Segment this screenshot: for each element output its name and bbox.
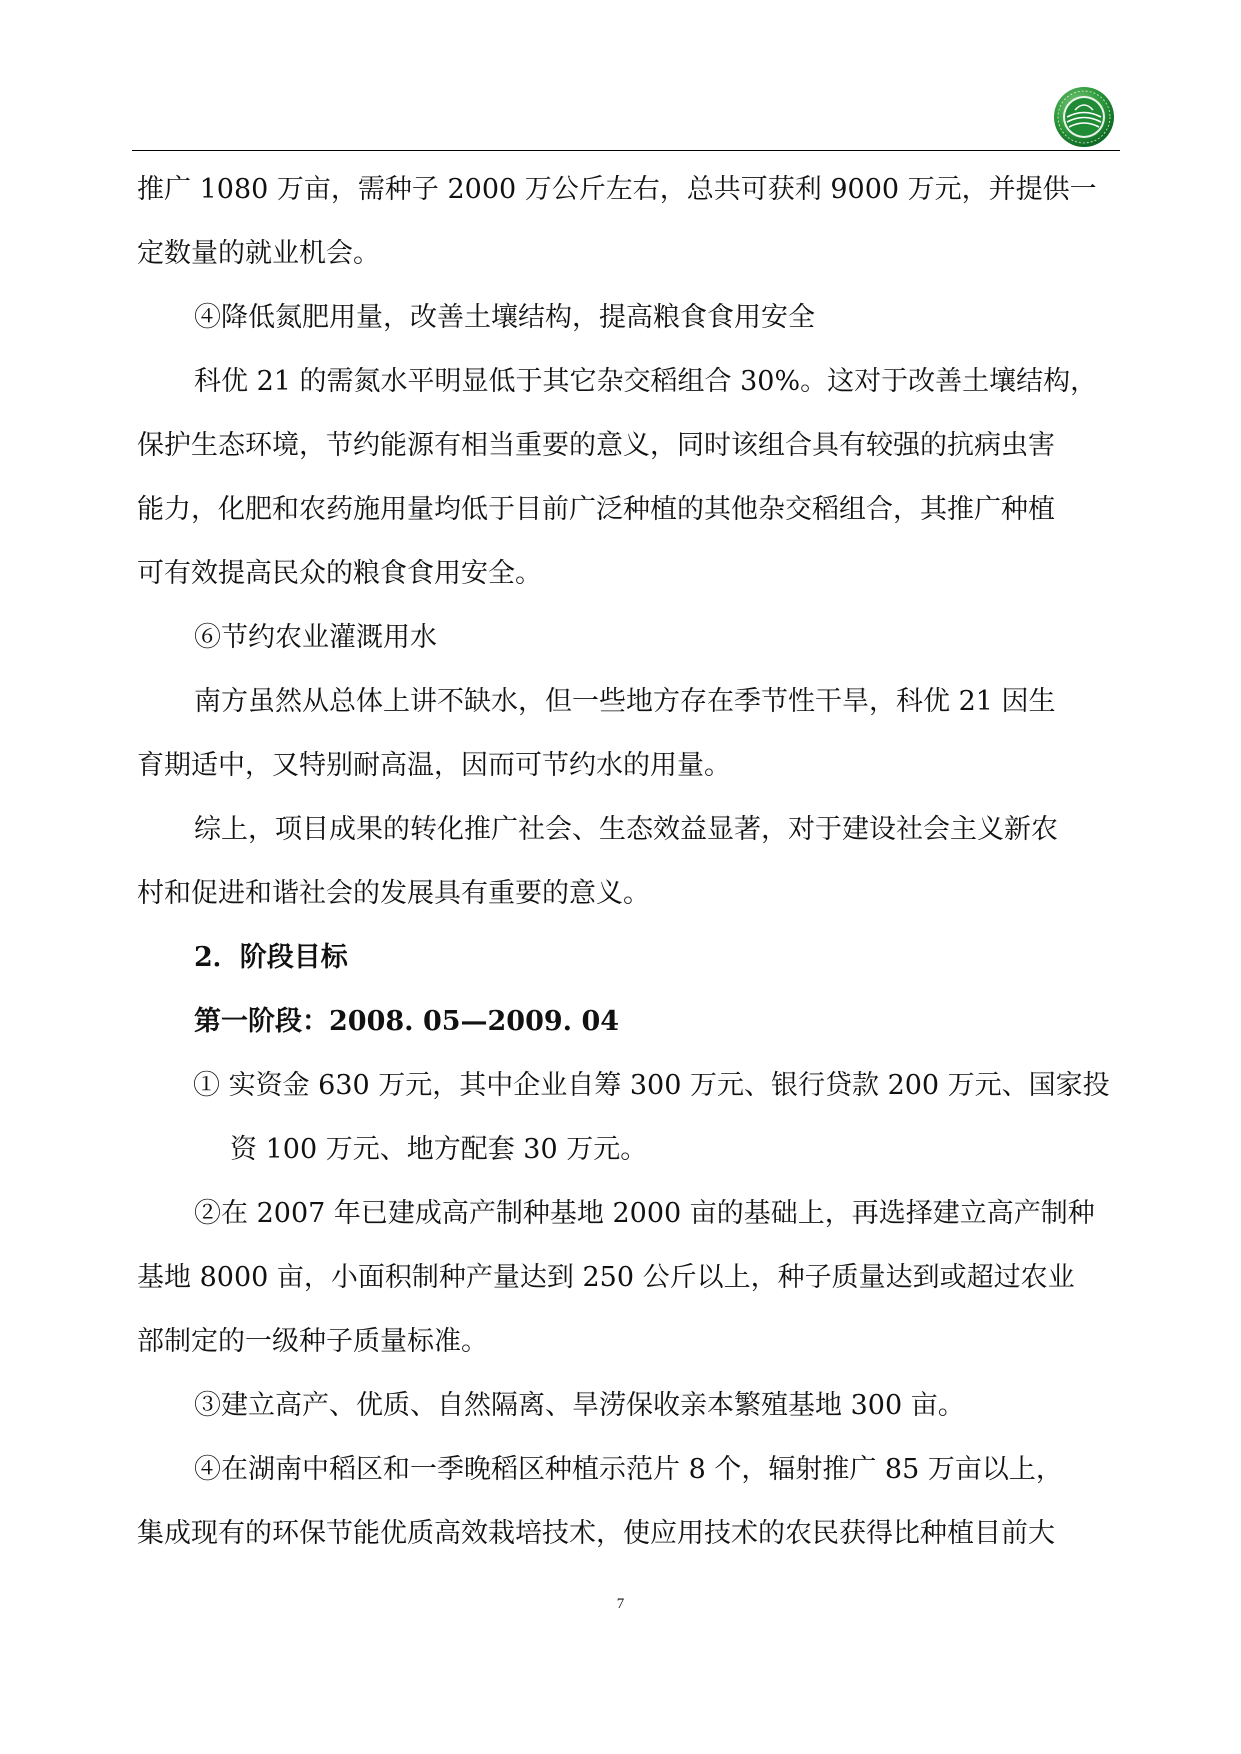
- text-line: 定数量的就业机会。: [137, 238, 380, 269]
- text-line: ②在 2007 年已建成高产制种基地 2000 亩的基础上，再选择建立高产制种: [194, 1198, 1095, 1229]
- goal-4: [137, 1438, 1117, 1566]
- item4-title: ④降低氮肥用量，改善土壤结构，提高粮食食用安全: [194, 302, 815, 333]
- green-globe-emblem-icon: [1053, 86, 1115, 148]
- paragraph-nitrogen: [137, 350, 1117, 606]
- text-line: ④在湖南中稻区和一季晚稻区种植示范片 8 个，辐射推广 85 万亩以上，: [194, 1454, 1063, 1485]
- goal-1: [137, 1054, 1117, 1182]
- item6-title: ⑥节约农业灌溉用水: [194, 622, 437, 653]
- text-line: 集成现有的环保节能优质高效栽培技术，使应用技术的农民获得比种植目前大: [137, 1518, 1055, 1549]
- goal-3: ③建立高产、优质、自然隔离、旱涝保收亲本繁殖基地 300 亩。: [194, 1390, 965, 1421]
- document-body: [137, 158, 1117, 1566]
- text-line: 资 100 万元、地方配套 30 万元。: [230, 1134, 648, 1165]
- text-line: 保护生态环境，节约能源有相当重要的意义，同时该组合具有较强的抗病虫害: [137, 430, 1055, 461]
- goal-2: [137, 1182, 1117, 1374]
- paragraph-continued: [137, 158, 1117, 286]
- text-line: 育期适中，又特别耐高温，因而可节约水的用量。: [137, 750, 731, 781]
- text-line: 基地 8000 亩，小面积制种产量达到 250 公斤以上，种子质量达到或超过农业: [137, 1262, 1075, 1293]
- text-line: 能力，化肥和农药施用量均低于目前广泛种植的其他杂交稻组合，其推广种植: [137, 494, 1055, 525]
- text-line: 科优 21 的需氮水平明显低于其它杂交稻组合 30%。这对于改善土壤结构，: [194, 366, 1098, 397]
- paragraph-summary: [137, 798, 1117, 926]
- text-line: 部制定的一级种子质量标准。: [137, 1326, 488, 1357]
- section-heading: 2．阶段目标: [194, 942, 348, 973]
- text-line: 可有效提高民众的粮食食用安全。: [137, 558, 542, 589]
- page-number: 7: [616, 1596, 625, 1612]
- text-line: 南方虽然从总体上讲不缺水，但一些地方存在季节性干旱，科优 21 因生: [194, 686, 1056, 717]
- text-line: ① 实资金 630 万元，其中企业自筹 300 万元、银行贷款 200 万元、国家投: [193, 1070, 1110, 1101]
- text-line: 综上，项目成果的转化推广社会、生态效益显著，对于建设社会主义新农: [194, 814, 1058, 845]
- paragraph-water: [137, 670, 1117, 798]
- text-line: 村和促进和谐社会的发展具有重要的意义。: [137, 878, 650, 909]
- text-line: 推广 1080 万亩，需种子 2000 万公斤左右，总共可获利 9000 万元，并提供一: [137, 174, 1097, 205]
- phase-heading: 第一阶段：2008. 05—2009. 04: [194, 1006, 620, 1037]
- header-rule: [132, 150, 1120, 151]
